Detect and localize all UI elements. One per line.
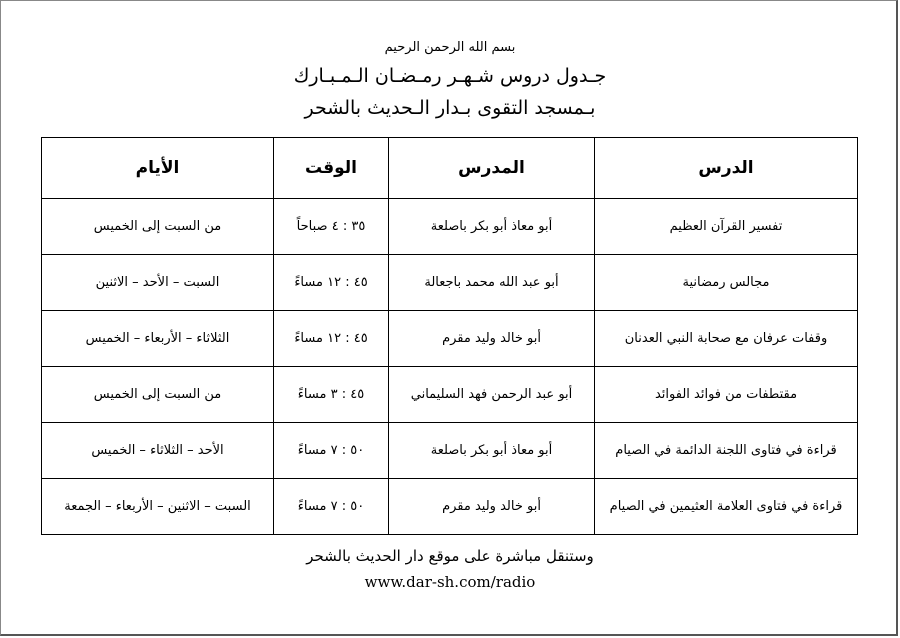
table-row [42,255,858,311]
days-cell: الثلاثاء – الأربعاء – الخميس [42,311,274,367]
table-row [42,479,858,535]
teacher-cell: أبو معاذ أبو بكر باصلعة [389,423,595,479]
schedule-title: جـدول دروس شـهـر رمـضـان الـمـبـارك [293,65,607,87]
time-cell: ٥٠ : ٧ مساءً [274,423,389,479]
time-cell: ٤٥ : ٣ مساءً [274,367,389,423]
table-row [42,311,858,367]
teacher-cell: أبو معاذ أبو بكر باصلعة [389,199,595,255]
lessons-schedule-table [41,137,858,535]
column-header-lesson: الدرس [595,138,858,199]
broadcast-note: وستنقل مباشرة على موقع دار الحديث بالشحر [306,547,594,565]
column-header-time: الوقت [274,138,389,199]
days-cell: من السبت إلى الخميس [42,199,274,255]
lesson-cell: وقفات عرفان مع صحابة النبي العدنان [595,311,858,367]
days-cell: السبت – الأحد – الاثنين [42,255,274,311]
lesson-cell: قراءة في فتاوى اللجنة الدائمة في الصيام [595,423,858,479]
lesson-cell: تفسير القرآن العظيم [595,199,858,255]
time-cell: ٤٥ : ١٢ مساءً [274,311,389,367]
radio-url: www.dar-sh.com/radio [364,573,536,591]
table-row [42,199,858,255]
column-header-days: الأيام [42,138,274,199]
time-cell: ٥٠ : ٧ مساءً [274,479,389,535]
table-row [42,367,858,423]
teacher-cell: أبو خالد وليد مقرم [389,311,595,367]
column-header-teacher: المدرس [389,138,595,199]
teacher-cell: أبو عبد الرحمن فهد السليماني [389,367,595,423]
teacher-cell: أبو عبد الله محمد باجعالة [389,255,595,311]
table-row [42,423,858,479]
days-cell: السبت – الاثنين – الأربعاء – الجمعة [42,479,274,535]
bismillah-heading: بسم الله الرحمن الرحيم [384,40,516,55]
lesson-cell: مقتطفات من فوائد الفوائد [595,367,858,423]
table-header-row [42,138,858,199]
lesson-cell: مجالس رمضانية [595,255,858,311]
mosque-subtitle: بـمسجد التقوى بـدار الـحديث بالشحر [304,97,596,119]
time-cell: ٤٥ : ١٢ مساءً [274,255,389,311]
teacher-cell: أبو خالد وليد مقرم [389,479,595,535]
days-cell: الأحد – الثلاثاء – الخميس [42,423,274,479]
days-cell: من السبت إلى الخميس [42,367,274,423]
lesson-cell: قراءة في فتاوى العلامة العثيمين في الصيام [595,479,858,535]
time-cell: ٣٥ : ٤ صباحاً [274,199,389,255]
